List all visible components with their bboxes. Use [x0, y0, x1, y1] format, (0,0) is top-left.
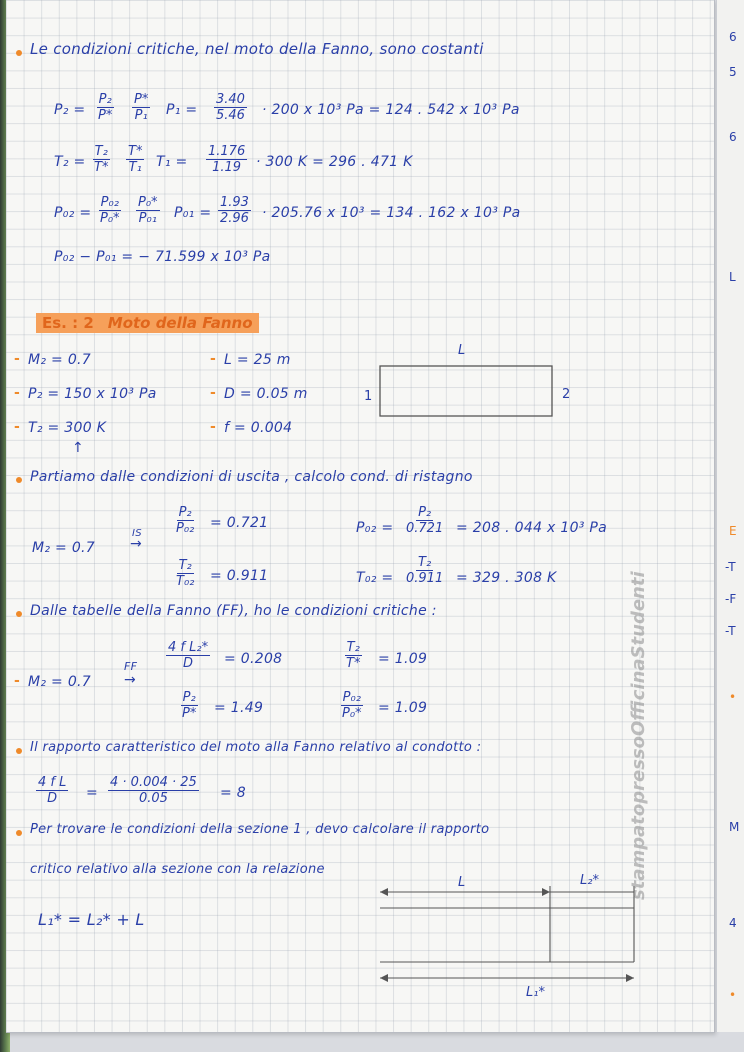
- next-page-mark: M: [729, 820, 740, 834]
- table-label: IS: [132, 528, 142, 539]
- intro-line: Le condizioni critiche, nel moto della Fanno, sono costanti: [30, 40, 484, 58]
- step-sect1-text-a: Per trovare le condizioni della sezione 1 , devo calcolare il rapporto: [30, 822, 490, 837]
- fraction-value: $\frac{3.40}{5.46}$: [216, 92, 245, 123]
- fraction-ratio-values: $\frac{4 \cdot 0.004 \cdot 25}{0.05}$: [110, 775, 197, 806]
- duct-l2-label: L₂*: [580, 873, 599, 888]
- next-page-mark: L: [729, 270, 736, 284]
- duct-extension-diagram: [366, 872, 656, 1002]
- fraction-t2-0911: $\frac{\text{T₂}}{0.911}$: [406, 555, 444, 586]
- next-page-mark: •: [729, 988, 737, 1002]
- fraction-p2-pstar: $\frac{\text{P₂}}{P*}$: [182, 690, 197, 721]
- fraction-tstar-t1: $\frac{T*}{\text{T₁}}$: [128, 144, 143, 175]
- table-label: FF: [124, 660, 138, 673]
- fraction-4fl2-d: $\frac{\text{4 f L₂*}}{D}$: [168, 640, 209, 671]
- fraction-value: $\frac{1.176}{1.19}$: [208, 144, 246, 175]
- step-ratio-text: Il rapporto caratteristico del moto alla Fanno relativo al condotto :: [30, 740, 482, 755]
- watermark: stampatopressoOfficinaStudenti: [628, 571, 649, 900]
- fraction-pstar-p1: $\frac{P*}{\text{P₁}}$: [134, 92, 149, 123]
- arrow-up-icon: ↑: [72, 440, 85, 456]
- given-mach2: M₂ = 0.7: [28, 352, 91, 368]
- given-diameter: D = 0.05 m: [224, 386, 308, 402]
- bullet: [16, 50, 22, 56]
- ff-mach: M₂ = 0.7: [28, 674, 91, 690]
- exercise-title: Moto della Fanno: [107, 314, 253, 332]
- arrow-right-icon: →: [130, 536, 143, 552]
- fraction-value: $\frac{1.93}{2.96}$: [220, 195, 249, 226]
- bullet: [16, 830, 22, 836]
- given-length: L = 25 m: [224, 352, 291, 368]
- next-page-mark: 5: [729, 65, 737, 79]
- fraction-p0star-p01: $\frac{\text{P₀*}}{\text{P₀₁}}$: [138, 195, 158, 226]
- fraction-p2-p02: $\frac{\text{P₂}}{\text{P₀₂}}$: [176, 505, 195, 536]
- fraction-p02-p0star: $\frac{\text{P₀₂}}{\text{P₀*}}$: [342, 690, 362, 721]
- duct-diagram: [356, 340, 586, 430]
- next-page-mark: -T: [725, 560, 736, 574]
- fraction-t2-t02: $\frac{\text{T₂}}{\text{T₀₂}}$: [176, 558, 195, 589]
- next-page-mark: E: [729, 524, 737, 538]
- duct-outlet-label: 2: [562, 387, 571, 402]
- given-p2: P₂ = 150 x 10³ Pa: [28, 386, 157, 402]
- fraction-4fl-d: $\frac{\text{4 f L}}{D}$: [38, 775, 67, 806]
- ratio-result: = 8: [220, 785, 246, 801]
- equation-p02-minus-p01: P₀₂ − P₀₁ = − 71.599 x 10³ Pa: [54, 249, 271, 265]
- given-friction: f = 0.004: [224, 420, 293, 436]
- step-exit-text: Partiamo dalle condizioni di uscita , calcolo cond. di ristagno: [30, 469, 473, 485]
- bullet: [16, 611, 22, 617]
- bullet: [16, 477, 22, 483]
- fraction-t2-tstar: $\frac{\text{T₂}}{T*}$: [346, 640, 361, 671]
- next-page-mark: 6: [729, 130, 737, 144]
- next-page-mark: 4: [729, 916, 737, 930]
- exit-mach: M₂ = 0.7: [32, 540, 95, 556]
- arrow-right-icon: →: [124, 672, 137, 688]
- duct-l1-label: L₁*: [526, 985, 545, 1000]
- fraction-p2-pstar: $\frac{\text{P₂}}{P*}$: [98, 92, 113, 123]
- duct-length-label: L: [458, 343, 466, 358]
- step-ff-text: Dalle tabelle della Fanno (FF), ho le condizioni critiche :: [30, 603, 437, 619]
- exercise-heading: [36, 313, 259, 333]
- fraction-p2-0721: $\frac{\text{P₂}}{0.721}$: [406, 505, 444, 536]
- next-page-edge: [716, 0, 744, 1032]
- notebook-page: Le condizioni critiche, nel moto della Fanno, sono costanti P₂ = $\frac{\text{P₂}}{P*}$ $\frac{P*}{\text{P₁}}$ P₁ = $\frac{3.40}{5.46}$ · 200 x 10³ Pa = 124 . 542 x 10³ Pa T₂ = $\frac{\text{T₂}}{T*}$ $\frac{T*}{\text{T₁}}$ T₁ = $\frac{1.176}{1.19}$ · 300 K = 296 . 471 K P₀₂ = $\frac{\text{P₀₂}}{\text{P₀*}}$ $\frac{\text{P₀*}}{\text{P₀₁}}$ P₀₁ = $\frac{1.93}{2.96}$ · 205.76 x 10³ = 134 . 162 x 10³ Pa P₀₂ − P₀₁ = − 71.599 x 10³ Pa Es. : 2 Moto della Fanno - M₂ = 0.7 - P₂ = 150 x 10³ Pa - T₂ = 300 K ↑ - L = 25 m - D = 0.05 m - f = 0.004 L 1 2 Partiamo dalle condizioni di uscita , calcolo cond. di ristagno M₂ = 0.7 IS → $\frac{\text{P₂}}{\text{P₀₂}}$ = 0.721 $\frac{\text{T₂}}{\text{T₀₂}}$ = 0.911 P₀₂ = $\frac{\text{P₂}}{0.721}$ = 208 . 044 x 10³ Pa T₀₂ = $\frac{\text{T₂}}{0.911}$ = 329 . 308 K Dalle tabelle della Fanno (FF), ho le condizioni critiche : - M₂ = 0.7 FF → $\frac{\text{4 f L₂*}}{D}$ = 0.208 $\frac{\text{T₂}}{T*}$ = 1.09 $\frac{\text{P₂}}{P*}$ = 1.49 $\frac{\text{P₀₂}}{\text{P₀*}}$ = 1.09 Il rapporto caratteristico del moto alla Fanno relativo al condotto : $\frac{\text{4 f L}}{D}$ = $\frac{4 \cdot 0.004 \cdot 25}{0.05}$ = 8 Per trovare le condizioni della sezione 1 , devo calcolare il rapporto critico relativo alla sezione con la relazione L₁* = L₂* + L L L₂* L₁* stampatopressoOfficinaStudenti: [6, 0, 715, 1033]
- bullet: [16, 748, 22, 754]
- exercise-label: Es. : 2: [42, 314, 94, 332]
- next-page-mark: •: [729, 690, 737, 704]
- next-page-mark: -F: [725, 592, 737, 606]
- fraction-p02-p0star: $\frac{\text{P₀₂}}{\text{P₀*}}$: [100, 195, 120, 226]
- duct-l-label: L: [458, 875, 466, 890]
- next-page-mark: 6: [729, 30, 737, 44]
- duct-inlet-label: 1: [364, 389, 373, 404]
- fraction-t2-tstar: $\frac{\text{T₂}}{T*}$: [94, 144, 109, 175]
- given-t2: T₂ = 300 K: [28, 420, 107, 436]
- final-equation: L₁* = L₂* + L: [38, 910, 145, 929]
- step-sect1-text-b: critico relativo alla sezione con la relazione: [30, 862, 325, 877]
- next-page-mark: -T: [725, 624, 736, 638]
